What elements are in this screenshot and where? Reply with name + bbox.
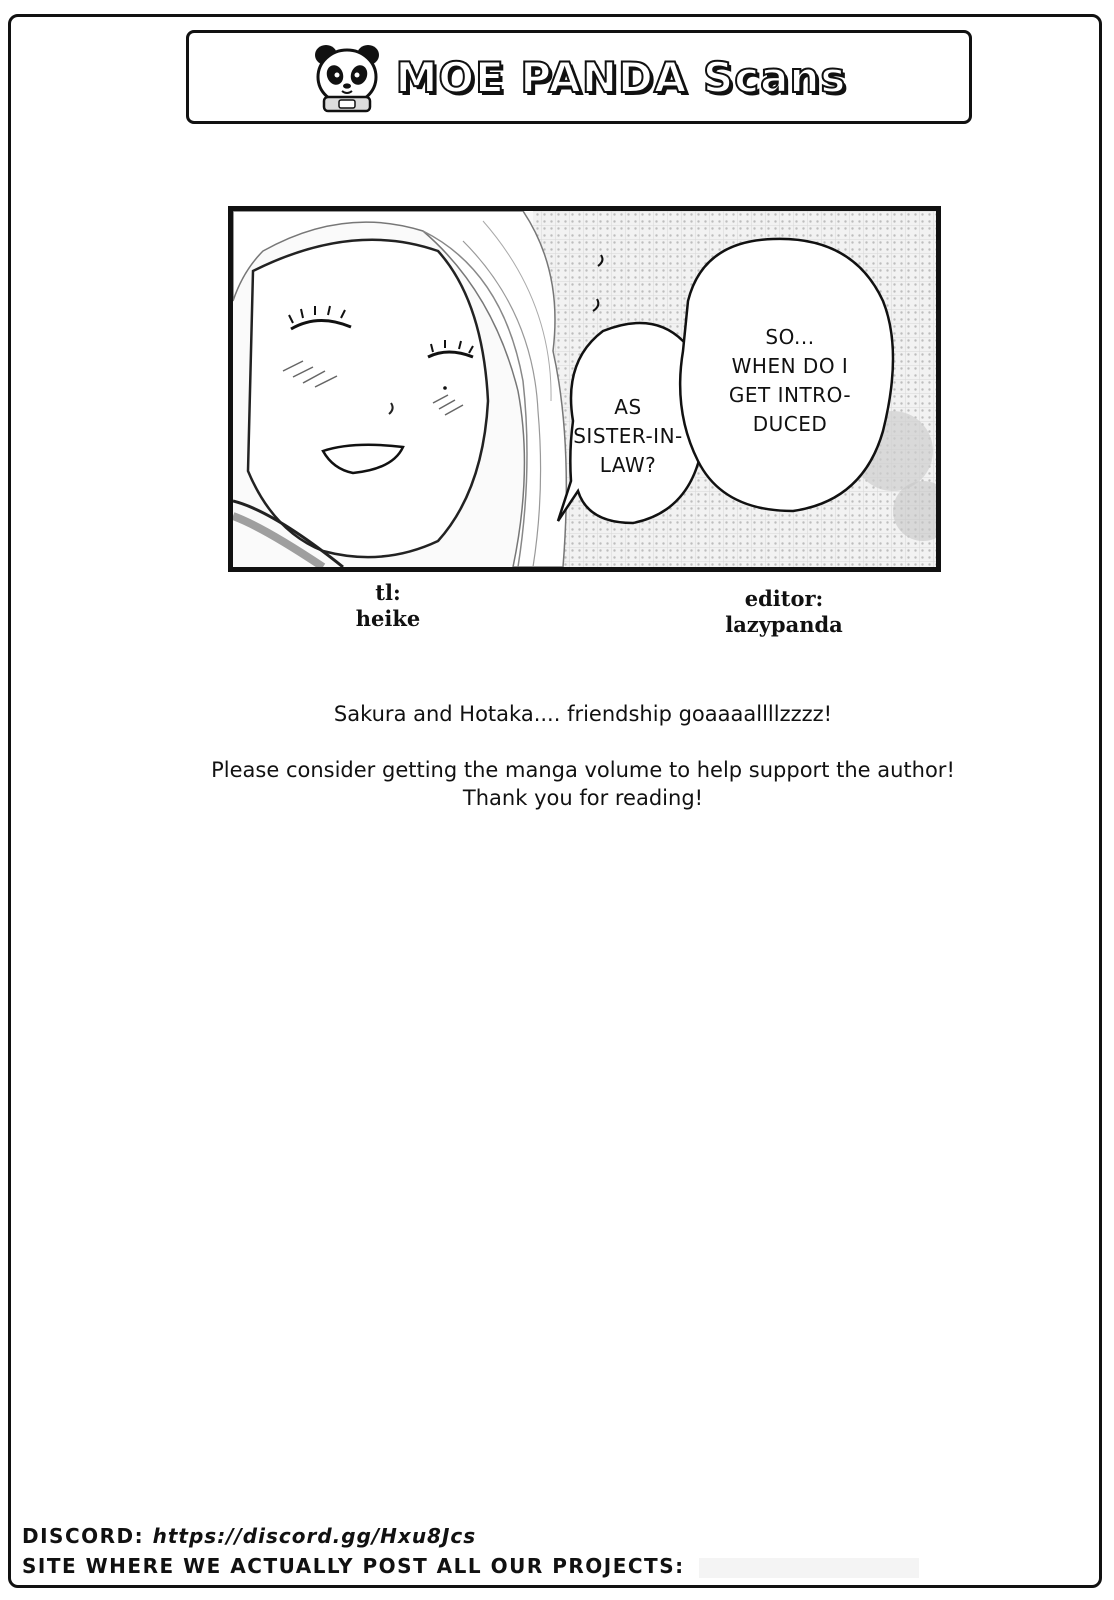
translator-label: tl: xyxy=(375,580,401,605)
editor-credit xyxy=(694,586,874,638)
panda-head-icon xyxy=(312,39,382,115)
editor-name: lazypanda xyxy=(725,612,843,637)
translator-name: heike xyxy=(355,606,421,631)
discord-line xyxy=(22,1524,476,1548)
translator-credit xyxy=(318,580,458,632)
site-link-area xyxy=(699,1558,919,1578)
editor-label: editor: xyxy=(744,586,824,611)
message-thanks: Thank you for reading! xyxy=(462,786,704,810)
site-header xyxy=(186,30,972,124)
discord-label: DISCORD: xyxy=(22,1524,145,1548)
message-support: Please consider getting the manga volume to help support the author! xyxy=(211,758,955,782)
header-inner xyxy=(312,39,847,115)
manga-panel xyxy=(228,206,941,572)
discord-link[interactable]: https://discord.gg/Hxu8Jcs xyxy=(152,1524,477,1548)
site-line xyxy=(22,1554,919,1578)
speech-bubble-small: AS SISTER-IN- LAW? xyxy=(573,395,683,477)
site-title: MOE PANDA Scans xyxy=(395,52,847,102)
site-label: SITE WHERE WE ACTUALLY POST ALL OUR PROJECTS: xyxy=(22,1554,685,1578)
speech-bubble-large: SO... WHEN DO I GET INTRO- DUCED xyxy=(728,325,852,436)
message-friendship: Sakura and Hotaka.... friendship goaaaallllzzzz! xyxy=(333,702,833,726)
